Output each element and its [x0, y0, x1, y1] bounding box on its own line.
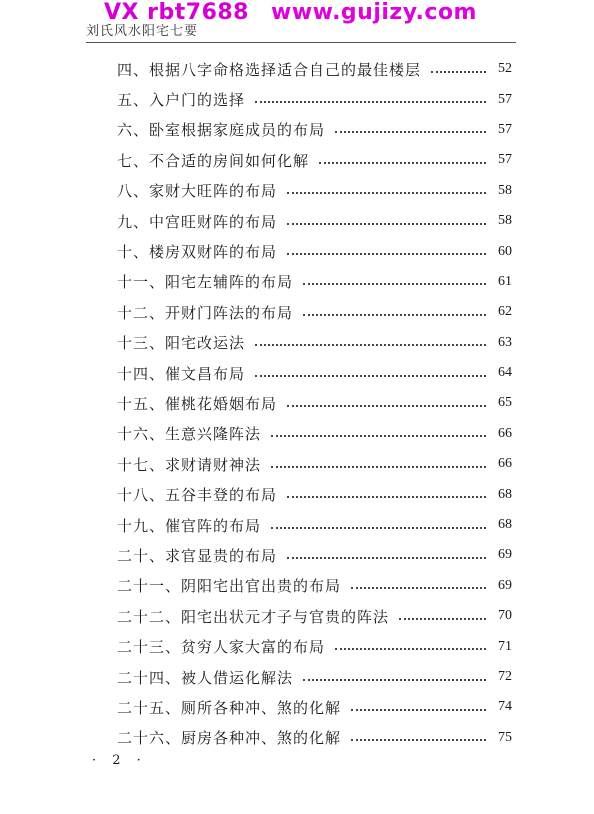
toc-entry-title: 十九、催官阵的布局: [117, 516, 262, 535]
toc-leader-dots: [287, 404, 486, 407]
watermark-contact: VX rbt7688: [104, 0, 249, 25]
toc-entry-page: 60: [498, 243, 512, 259]
toc-entry[interactable]: [117, 328, 512, 358]
toc-entry-title: 六、卧室根据家庭成员的布局: [117, 121, 326, 140]
toc-leader-dots: [351, 586, 486, 589]
toc-entry[interactable]: [117, 388, 512, 418]
toc-entry[interactable]: [117, 419, 512, 449]
toc-leader-dots: [271, 434, 486, 437]
toc-entry-page: 66: [498, 425, 512, 441]
toc-entry[interactable]: [117, 692, 512, 722]
toc-entry-title: 四、根据八字命格选择适合自己的最佳楼层: [117, 60, 422, 79]
toc-entry-title: 十二、开财门阵法的布局: [117, 303, 294, 322]
toc-leader-dots: [271, 465, 486, 468]
toc-leader-dots: [255, 343, 486, 346]
toc-leader-dots: [303, 678, 486, 681]
toc-entry[interactable]: [117, 297, 512, 327]
toc-entry-title: 十四、催文昌布局: [117, 364, 246, 383]
toc-entry-page: 62: [498, 304, 512, 320]
toc-leader-dots: [287, 495, 486, 498]
toc-leader-dots: [303, 313, 486, 316]
toc-entry-title: 十八、五谷丰登的布局: [117, 486, 278, 505]
toc-entry-page: 63: [498, 334, 512, 350]
header-divider: [86, 42, 516, 43]
toc-entry-title: 五、入户门的选择: [117, 91, 246, 110]
toc-entry-title: 二十、求官显贵的布局: [117, 546, 278, 565]
watermark: [104, 0, 477, 25]
toc-entry-title: 二十三、贫穷人家大富的布局: [117, 638, 326, 657]
toc-entry-title: 二十一、阴阳宅出官出贵的布局: [117, 577, 342, 596]
toc-leader-dots: [287, 252, 486, 255]
toc-entry-page: 66: [498, 456, 512, 472]
toc-entry-page: 64: [498, 365, 512, 381]
toc-entry-page: 58: [498, 182, 512, 198]
toc-entry-page: 68: [498, 517, 512, 533]
toc-entry-page: 69: [498, 577, 512, 593]
toc-entry-page: 72: [498, 669, 512, 684]
toc-entry-title: 十五、催桃花婚姻布局: [117, 394, 278, 413]
toc-entry-page: 57: [498, 91, 512, 107]
toc-leader-dots: [255, 374, 486, 377]
toc-leader-dots: [399, 617, 486, 620]
running-header-title: 刘氏风水阳宅七要: [86, 24, 199, 39]
toc-entry[interactable]: [117, 84, 512, 114]
toc-entry-title: 二十二、阳宅出状元才子与官贵的阵法: [117, 607, 390, 626]
toc-leader-dots: [303, 282, 486, 285]
toc-entry[interactable]: [117, 145, 512, 175]
toc-entry[interactable]: [117, 571, 512, 601]
toc-entry-page: 52: [498, 61, 512, 77]
toc-entry[interactable]: [117, 479, 512, 509]
toc-entry-page: 61: [498, 273, 512, 289]
toc-entry-title: 八、家财大旺阵的布局: [117, 182, 278, 201]
toc-leader-dots: [287, 556, 486, 559]
toc-entry[interactable]: [117, 54, 512, 84]
toc-entry-title: 二十四、被人借运化解法: [117, 668, 294, 687]
toc-entry-page: 71: [498, 638, 512, 654]
toc-entry-page: 58: [498, 213, 512, 229]
toc-entry-title: 七、不合适的房间如何化解: [117, 151, 310, 170]
toc-leader-dots: [431, 70, 486, 73]
toc-entry-title: 二十五、厕所各种冲、煞的化解: [117, 698, 342, 717]
table-of-contents: [117, 54, 512, 753]
toc-entry[interactable]: [117, 723, 512, 753]
toc-leader-dots: [335, 130, 486, 133]
toc-leader-dots: [351, 738, 486, 741]
toc-entry-page: 68: [498, 486, 512, 502]
toc-entry[interactable]: [117, 510, 512, 540]
toc-entry-page: 74: [498, 699, 512, 715]
toc-entry-page: 69: [498, 547, 512, 563]
toc-leader-dots: [287, 191, 486, 194]
toc-leader-dots: [287, 222, 486, 225]
toc-entry[interactable]: [117, 631, 512, 661]
toc-entry[interactable]: [117, 601, 512, 631]
toc-entry-title: 十三、阳宅改运法: [117, 334, 246, 353]
toc-leader-dots: [255, 100, 486, 103]
toc-entry-page: 65: [498, 395, 512, 411]
toc-entry[interactable]: [117, 176, 512, 206]
watermark-url: www.gujizy.com: [271, 0, 477, 25]
toc-entry[interactable]: [117, 358, 512, 388]
toc-entry[interactable]: [117, 449, 512, 479]
toc-entry[interactable]: [117, 206, 512, 236]
toc-entry-page: 57: [498, 152, 512, 168]
toc-entry[interactable]: [117, 540, 512, 570]
toc-entry-title: 十六、生意兴隆阵法: [117, 425, 262, 444]
toc-entry[interactable]: [117, 267, 512, 297]
toc-leader-dots: [271, 526, 486, 529]
toc-entry-title: 十七、求财请财神法: [117, 455, 262, 474]
toc-leader-dots: [319, 161, 486, 164]
toc-leader-dots: [351, 708, 486, 711]
toc-entry-page: 70: [498, 608, 512, 624]
toc-entry[interactable]: [117, 115, 512, 145]
toc-entry-title: 九、中宫旺财阵的布局: [117, 212, 278, 231]
page-number: · 2 ·: [92, 753, 147, 768]
toc-entry[interactable]: [117, 662, 512, 692]
toc-entry[interactable]: [117, 236, 512, 266]
toc-entry-page: 57: [498, 121, 512, 137]
toc-leader-dots: [335, 647, 486, 650]
toc-entry-page: 75: [498, 729, 512, 745]
toc-entry-title: 十一、阳宅左辅阵的布局: [117, 273, 294, 292]
toc-entry-title: 十、楼房双财阵的布局: [117, 243, 278, 262]
toc-entry-title: 二十六、厨房各种冲、煞的化解: [117, 729, 342, 748]
